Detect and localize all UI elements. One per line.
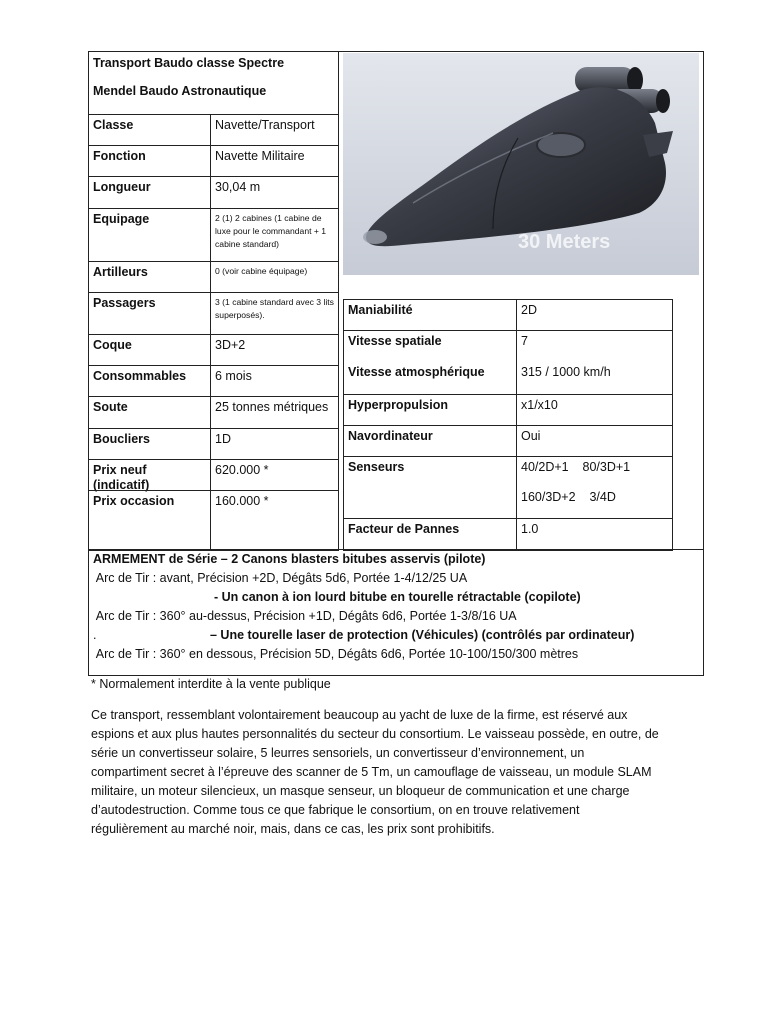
value-soute: 25 tonnes métriques	[210, 396, 339, 429]
header-cell	[88, 51, 339, 115]
label-fonction: Fonction	[88, 145, 211, 177]
label-senseurs: Senseurs	[343, 456, 517, 519]
label-longueur: Longueur	[88, 176, 211, 209]
value-vitesse-spatiale: 7	[521, 334, 528, 348]
description-paragraph	[91, 706, 703, 839]
label-pannes: Facteur de Pannes	[343, 518, 517, 551]
value-classe: Navette/Transport	[210, 114, 339, 146]
value-boucliers: 1D	[210, 428, 339, 460]
footnote: * Normalement interdite à la vente publique	[91, 677, 331, 691]
description-line: compartiment secret à l’épreuve des scanner de 5 Tm, un camouflage de vaisseau, un module SLAM	[91, 765, 652, 779]
description-line: militaire, un moteur silencieux, un masque senseur, un bloqueur de communication et une charge	[91, 784, 630, 798]
label-vitesse-spatiale: Vitesse spatiale	[348, 334, 442, 348]
value-passagers: 3 (1 cabine standard avec 3 lits superposés).	[210, 292, 339, 335]
label-equipage: Equipage	[88, 208, 211, 262]
value-longueur: 30,04 m	[210, 176, 339, 209]
armament-weapon-2: - Un canon à ion lourd bitube en tourelle rétractable (copilote)	[214, 590, 581, 604]
description-line: régulièrement au marché noir, mais, dans ce cas, les prix sont prohibitifs.	[91, 822, 495, 836]
armament-arc-3: Arc de Tir : 360° en dessous, Précision 5D, Dégâts 6d6, Portée 10-100/150/300 mètres	[93, 647, 579, 661]
armament-arc-1: Arc de Tir : avant, Précision +2D, Dégâts 5d6, Portée 1-4/12/25 UA	[93, 571, 468, 585]
value-prix-occasion: 160.000 *	[210, 490, 339, 551]
value-senseurs-1: 40/2D+1 80/3D+1	[521, 460, 631, 474]
value-consommables: 6 mois	[210, 365, 339, 397]
label-maniabilite: Maniabilité	[343, 299, 517, 331]
value-vitesse-atmo: 315 / 1000 km/h	[521, 365, 611, 379]
vessel-title: Transport Baudo classe Spectre	[93, 56, 285, 70]
label-artilleurs: Artilleurs	[88, 261, 211, 293]
value-equipage: 2 (1) 2 cabines (1 cabine de luxe pour le commandant + 1 cabine standard)	[210, 208, 339, 262]
description-line: d’autodestruction. Comme tous ce que fabrique le consortium, on en trouve relativement	[91, 803, 580, 817]
label-coque: Coque	[88, 334, 211, 366]
label-passagers: Passagers	[88, 292, 211, 335]
label-prix-neuf: Prix neuf (indicatif)	[88, 459, 211, 491]
label-navordinateur: Navordinateur	[343, 425, 517, 457]
label-hyperpropulsion: Hyperpropulsion	[343, 394, 517, 426]
label-vitesse-atmo: Vitesse atmosphérique	[348, 365, 485, 379]
label-soute: Soute	[88, 396, 211, 429]
scale-label: 30 Meters	[518, 231, 611, 253]
value-senseurs-2: 160/3D+2 3/4D	[521, 490, 616, 504]
value-navordinateur: Oui	[516, 425, 673, 457]
value-artilleurs: 0 (voir cabine équipage)	[210, 261, 339, 293]
senseurs-value-cell	[516, 456, 673, 519]
armament-dot: .	[93, 628, 97, 642]
armament-weapon-3: – Une tourelle laser de protection (Véhicules) (contrôlés par ordinateur)	[210, 628, 635, 642]
value-hyperpropulsion: x1/x10	[516, 394, 673, 426]
manufacturer: Mendel Baudo Astronautique	[93, 84, 267, 98]
armament-section	[89, 550, 703, 675]
speed-value-cell	[516, 330, 673, 395]
value-prix-neuf: 620.000 *	[210, 459, 339, 491]
spaceship-image	[343, 53, 699, 275]
spaceship-illustration-icon	[343, 53, 699, 275]
description-line: Ce transport, ressemblant volontairement beaucoup au yacht de luxe de la firme, est réservé aux	[91, 708, 628, 722]
armament-arc-2: Arc de Tir : 360° au-dessus, Précision +1D, Dégâts 6d6, Portée 1-3/8/16 UA	[93, 609, 517, 623]
label-consommables: Consommables	[88, 365, 211, 397]
value-coque: 3D+2	[210, 334, 339, 366]
speed-label-cell	[343, 330, 517, 395]
description-line: série un convertisseur solaire, 5 leurres sensoriels, un convertisseur d’environnement, un	[91, 746, 585, 760]
description-line: espions et aux plus hautes personnalités du secteur du consortium. Le vaisseau possède, en outre, de	[91, 727, 659, 741]
label-boucliers: Boucliers	[88, 428, 211, 460]
label-classe: Classe	[88, 114, 211, 146]
label-prix-occasion: Prix occasion	[88, 490, 211, 551]
value-fonction: Navette Militaire	[210, 145, 339, 177]
armament-heading: ARMEMENT de Série – 2 Canons blasters bitubes asservis (pilote)	[93, 552, 486, 566]
value-maniabilite: 2D	[516, 299, 673, 331]
armament-weapon-3-row	[93, 626, 699, 645]
value-pannes: 1.0	[516, 518, 673, 551]
